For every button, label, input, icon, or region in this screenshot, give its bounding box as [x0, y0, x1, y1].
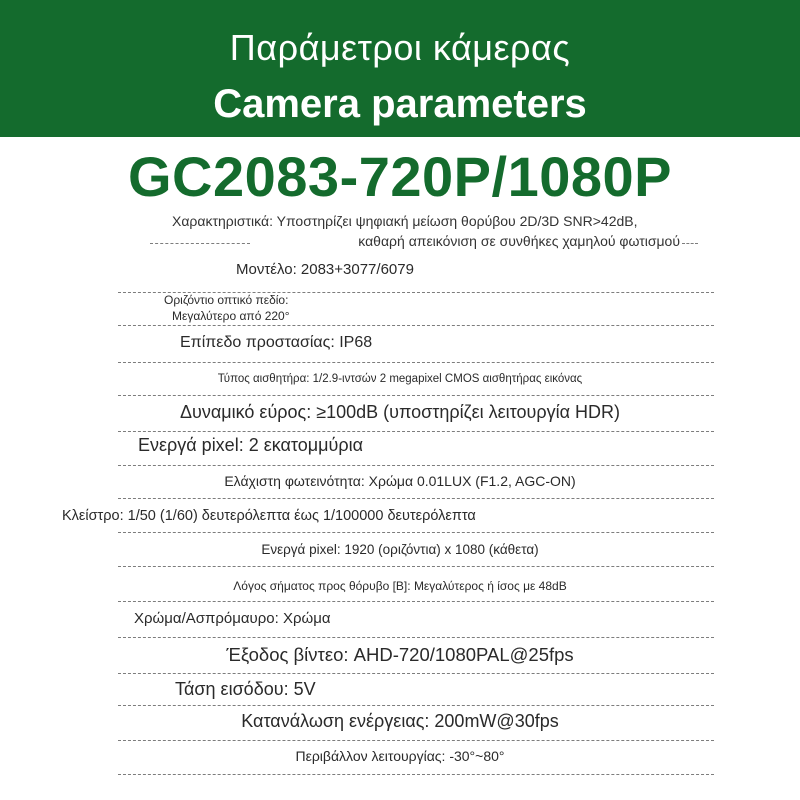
spec-environment: Περιβάλλον λειτουργίας: -30°~80°	[295, 748, 505, 764]
separator	[118, 566, 714, 567]
features-line-1: Χαρακτηριστικά: Υποστηρίζει ψηφιακή μείωση θορύβου 2D/3D SNR>42dB,	[172, 213, 638, 229]
features-line-2: καθαρή απεικόνιση σε συνθήκες χαμηλού φωτισμού	[358, 233, 680, 249]
spec-effective-pixels: Ενεργά pixel: 2 εκατομμύρια	[138, 435, 364, 455]
separator	[118, 532, 714, 533]
spec-fov-line-2: Μεγαλύτερο από 220°	[172, 309, 290, 323]
spec-shutter: Κλείστρο: 1/50 (1/60) δευτερόλεπτα έως 1/100000 δευτερόλεπτα	[62, 508, 476, 524]
separator	[118, 498, 714, 499]
spec-video-output: Έξοδος βίντεο: AHD-720/1080PAL@25fps	[226, 644, 574, 665]
separator	[118, 395, 714, 396]
separator	[118, 601, 714, 602]
spec-protection: Επίπεδο προστασίας: IP68	[180, 334, 373, 351]
spec-resolution: Ενεργά pixel: 1920 (οριζόντια) x 1080 (κάθετα)	[261, 542, 539, 557]
spec-snr: Λόγος σήματος προς θόρυβο [B]: Μεγαλύτερος ή ίσος με 48dB	[233, 579, 567, 593]
separator	[118, 673, 714, 674]
spec-power: Κατανάλωση ενέργειας: 200mW@30fps	[241, 711, 559, 731]
separator	[118, 465, 714, 466]
spec-min-illumination: Ελάχιστη φωτεινότητα: Χρώμα 0.01LUX (F1.2, AGC-ON)	[224, 473, 576, 489]
separator	[118, 431, 714, 432]
spec-model-no: Μοντέλο: 2083+3077/6079	[236, 261, 414, 278]
separator	[682, 243, 698, 244]
spec-fov-line-1: Οριζόντιο οπτικό πεδίο:	[164, 293, 289, 307]
spec-sensor: Τύπος αισθητήρα: 1/2.9-ιντσών 2 megapixel CMOS αισθητήρας εικόνας	[217, 373, 583, 385]
separator	[118, 637, 714, 638]
header-banner	[0, 0, 800, 137]
separator	[118, 774, 714, 775]
spec-dynamic-range: Δυναμικό εύρος: ≥100dB (υποστηρίζει λειτουργία HDR)	[180, 402, 620, 422]
separator	[118, 325, 714, 326]
separator	[118, 362, 714, 363]
separator	[150, 243, 250, 244]
separator	[118, 705, 714, 706]
spec-color: Χρώμα/Ασπρόμαυρο: Χρώμα	[134, 610, 331, 627]
title-english: Camera parameters	[213, 82, 587, 126]
model-title: GC2083-720P/1080P	[128, 145, 672, 208]
spec-input-voltage: Τάση εισόδου: 5V	[175, 679, 316, 699]
separator	[118, 740, 714, 741]
title-greek: Παράμετροι κάμερας	[229, 27, 571, 68]
